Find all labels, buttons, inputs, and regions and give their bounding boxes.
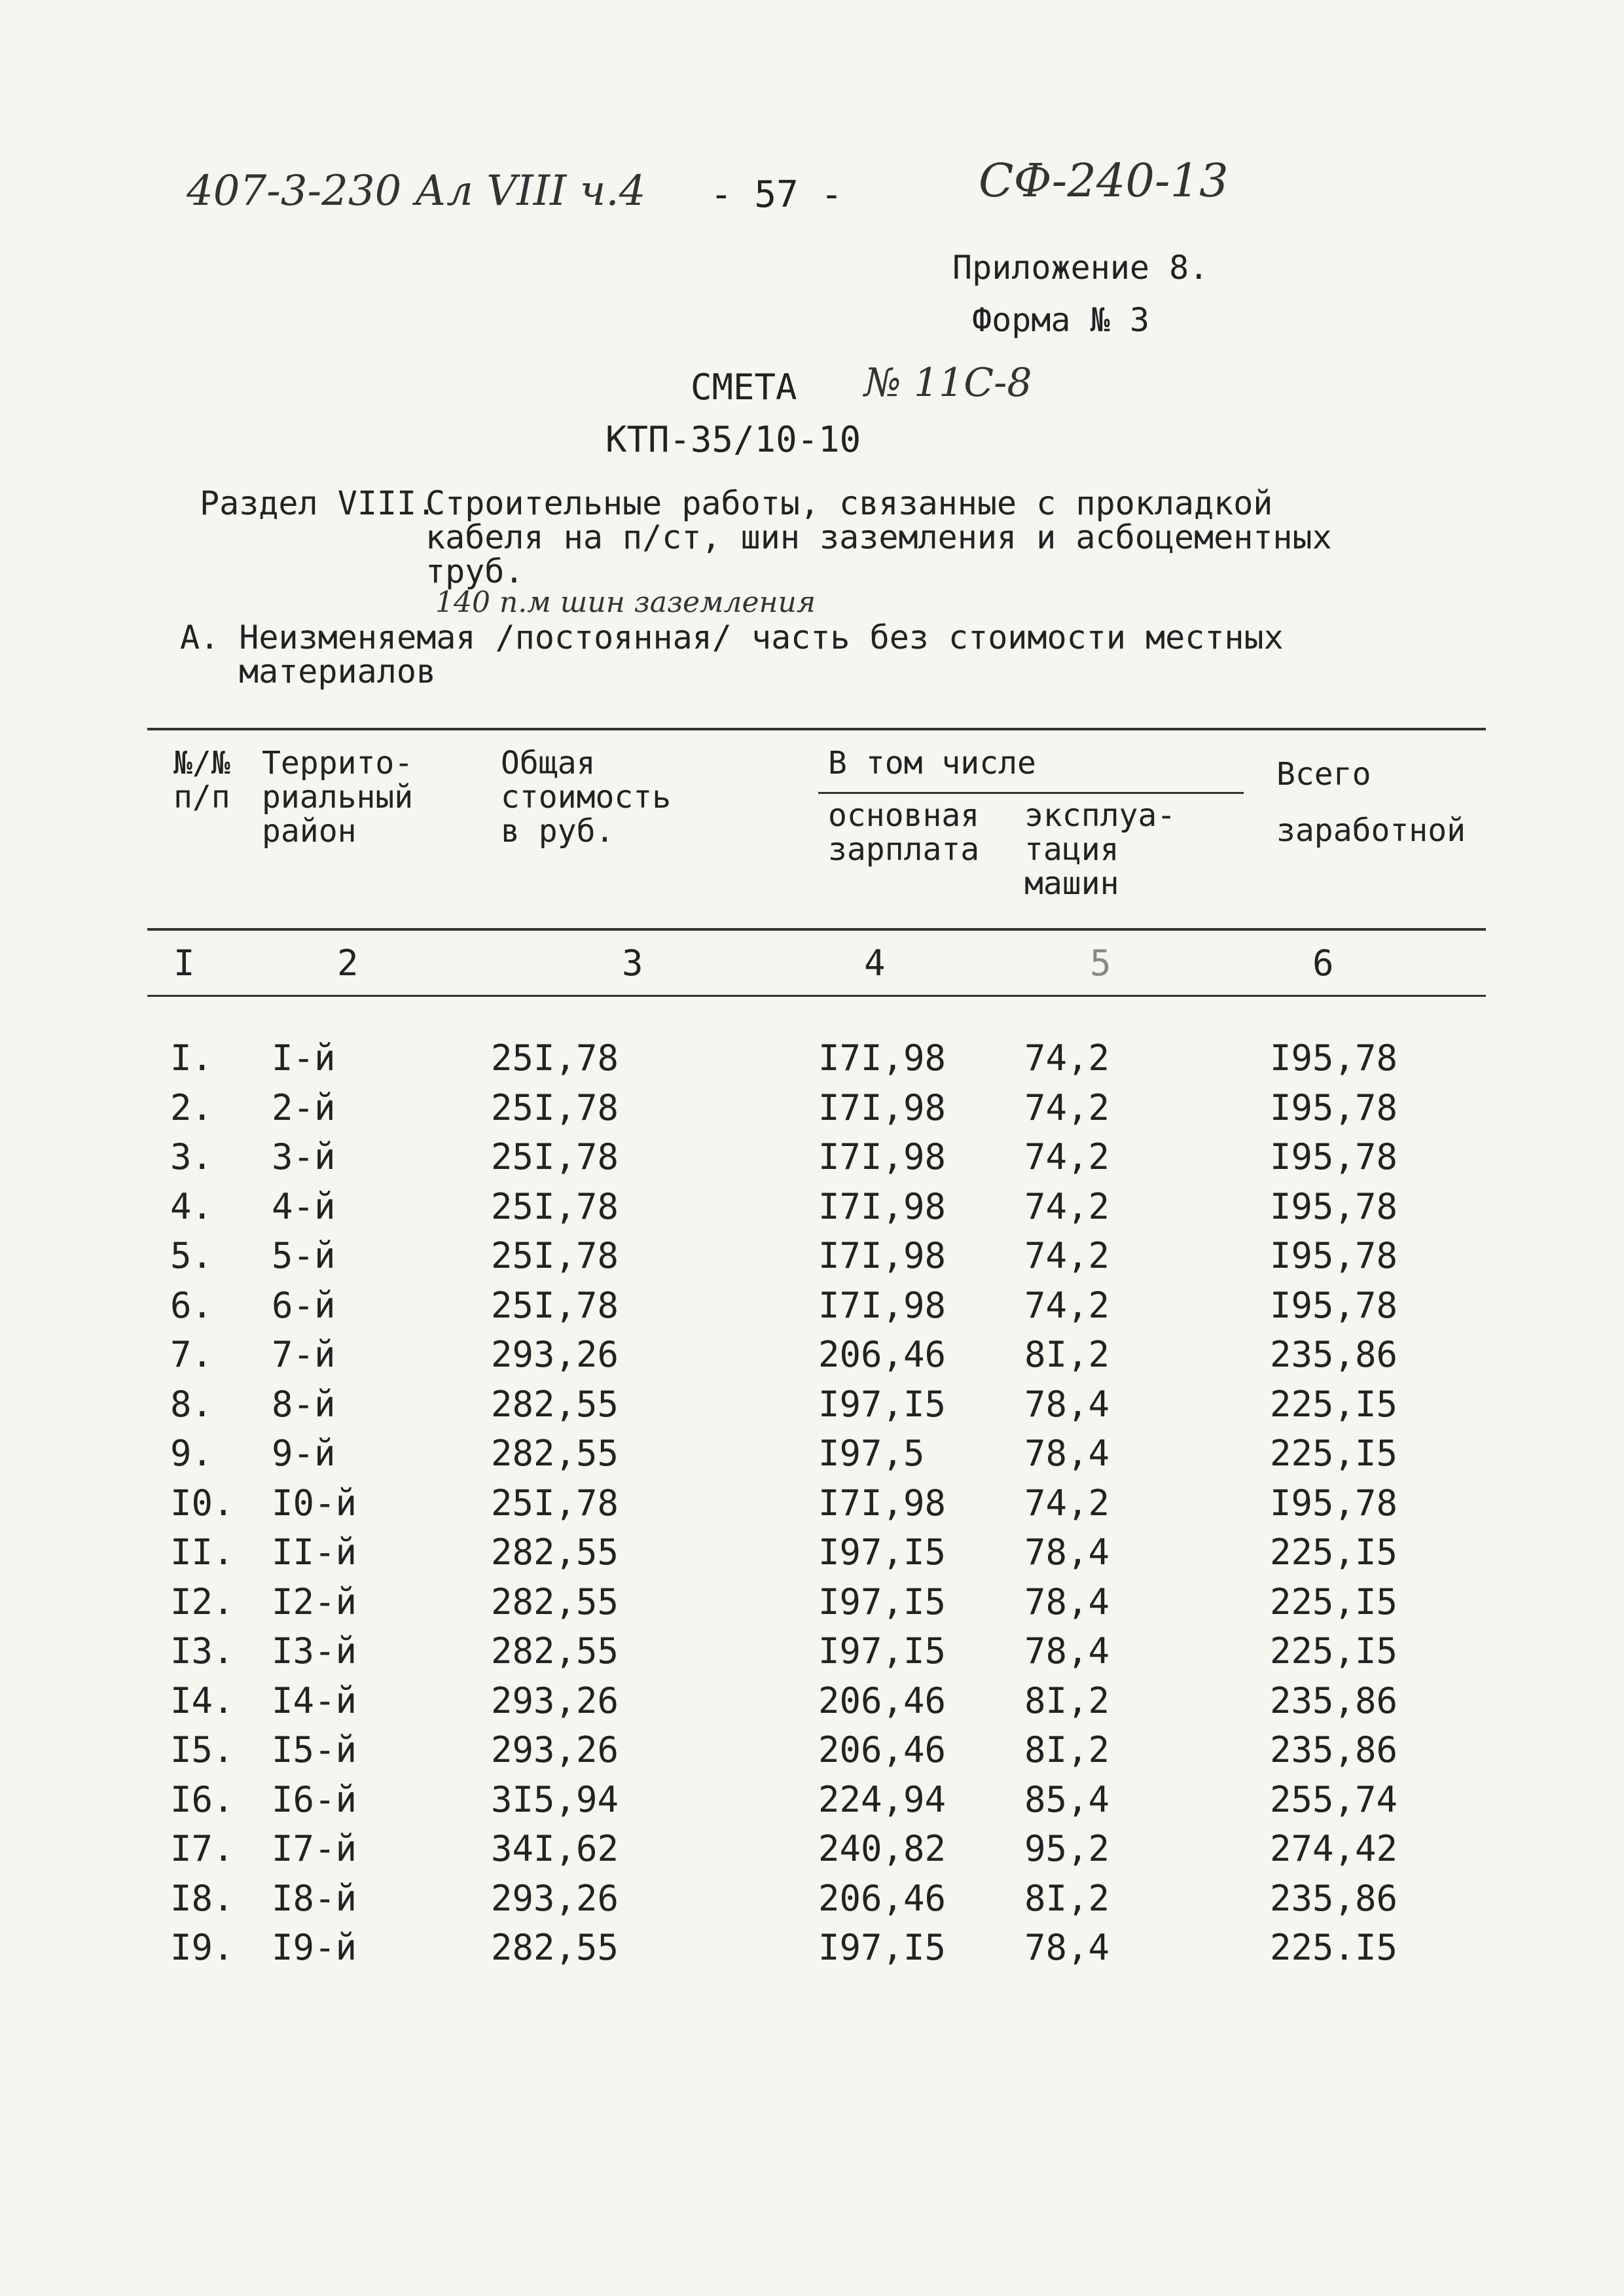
section-line-3: труб. xyxy=(425,552,524,590)
table-row xyxy=(147,1532,1486,1581)
cell-total-cost: 293,26 xyxy=(491,1679,619,1721)
col-number-1: I xyxy=(173,942,195,984)
page-number: - 57 - xyxy=(710,173,843,216)
col-number-3: 3 xyxy=(622,942,643,984)
cell-total-cost: 25I,78 xyxy=(491,1284,619,1326)
table-row xyxy=(147,1235,1486,1285)
cell-total-wage: 235,86 xyxy=(1270,1679,1398,1721)
cell-base-wage: I7I,98 xyxy=(818,1482,947,1524)
cell-machine-exploitation: 74,2 xyxy=(1024,1235,1110,1276)
appendix-label: Приложение 8. xyxy=(952,249,1209,287)
cell-total-wage: I95,78 xyxy=(1270,1136,1398,1177)
cell-base-wage: 206,46 xyxy=(818,1679,947,1721)
cell-total-cost: 282,55 xyxy=(491,1630,619,1672)
cell-total-wage: I95,78 xyxy=(1270,1284,1398,1326)
cell-base-wage: 206,46 xyxy=(818,1334,947,1375)
cell-machine-exploitation: 78,4 xyxy=(1024,1532,1110,1573)
cell-total-cost: 293,26 xyxy=(491,1877,619,1919)
cell-row-number: II. xyxy=(170,1532,234,1573)
cell-machine-exploitation: 74,2 xyxy=(1024,1185,1110,1227)
cell-region: 2-й xyxy=(272,1086,336,1128)
section-line-1: Строительные работы, связанные с прокладкой xyxy=(425,484,1273,522)
cell-region: I6-й xyxy=(272,1778,357,1820)
header-included-rule xyxy=(818,792,1244,794)
cell-base-wage: I7I,98 xyxy=(818,1185,947,1227)
cell-machine-exploitation: 74,2 xyxy=(1024,1037,1110,1079)
table-row xyxy=(147,1482,1486,1532)
cell-base-wage: I7I,98 xyxy=(818,1086,947,1128)
cell-base-wage: 206,46 xyxy=(818,1729,947,1770)
table-row xyxy=(147,1779,1486,1829)
cell-row-number: 3. xyxy=(170,1136,213,1177)
handwritten-note: 140 п.м шин заземления xyxy=(435,586,816,619)
cell-total-cost: 25I,78 xyxy=(491,1185,619,1227)
cell-total-cost: 25I,78 xyxy=(491,1235,619,1276)
table-row xyxy=(147,1630,1486,1680)
cell-total-wage: I95,78 xyxy=(1270,1482,1398,1524)
table-row xyxy=(147,1136,1486,1186)
cell-base-wage: I7I,98 xyxy=(818,1136,947,1177)
cell-machine-exploitation: 8I,2 xyxy=(1024,1877,1110,1919)
cell-total-wage: 274,42 xyxy=(1270,1828,1398,1869)
cell-region: I2-й xyxy=(272,1581,357,1623)
cell-row-number: 4. xyxy=(170,1185,213,1227)
cell-row-number: I6. xyxy=(170,1778,234,1820)
cell-total-cost: 3I5,94 xyxy=(491,1778,619,1820)
cell-total-wage: I95,78 xyxy=(1270,1185,1398,1227)
cell-total-wage: 235,86 xyxy=(1270,1729,1398,1770)
cell-total-wage: 255,74 xyxy=(1270,1778,1398,1820)
cell-machine-exploitation: 78,4 xyxy=(1024,1581,1110,1623)
cell-region: I9-й xyxy=(272,1927,357,1968)
cell-machine-exploitation: 78,4 xyxy=(1024,1383,1110,1425)
header-region: Террито- риальный район xyxy=(262,745,414,850)
cell-region: II-й xyxy=(272,1532,357,1573)
table-row xyxy=(147,1285,1486,1335)
header-bottom-rule xyxy=(147,928,1486,931)
cell-total-wage: 225.I5 xyxy=(1270,1927,1398,1968)
cell-total-cost: 25I,78 xyxy=(491,1037,619,1079)
table-row xyxy=(147,1087,1486,1137)
cell-row-number: I0. xyxy=(170,1482,234,1524)
cell-machine-exploitation: 74,2 xyxy=(1024,1086,1110,1128)
header-num: №/№ п/п xyxy=(173,745,230,816)
section-line-2: кабеля на п/ст, шин заземления и асбоцементных xyxy=(425,518,1332,556)
cell-region: 4-й xyxy=(272,1185,336,1227)
cell-base-wage: 240,82 xyxy=(818,1828,947,1869)
cell-total-wage: 235,86 xyxy=(1270,1334,1398,1375)
cell-row-number: 5. xyxy=(170,1235,213,1276)
cell-base-wage: I97,I5 xyxy=(818,1581,947,1623)
cell-total-cost: 25I,78 xyxy=(491,1482,619,1524)
col-numbers-rule xyxy=(147,995,1486,997)
table-row xyxy=(147,1828,1486,1878)
document-code: 407-3-230 Ал VIII ч.4 xyxy=(187,167,646,215)
part-a-line-1: А. Неизменяемая /постоянная/ часть без стоимости местных xyxy=(180,619,1284,656)
cell-region: I7-й xyxy=(272,1828,357,1869)
cell-total-cost: 282,55 xyxy=(491,1532,619,1573)
cell-total-cost: 25I,78 xyxy=(491,1136,619,1177)
table-row xyxy=(147,1927,1486,1977)
cell-row-number: I. xyxy=(170,1037,213,1079)
cell-region: I3-й xyxy=(272,1630,357,1672)
cell-region: 6-й xyxy=(272,1284,336,1326)
table-row xyxy=(147,1581,1486,1631)
cell-machine-exploitation: 8I,2 xyxy=(1024,1729,1110,1770)
cell-total-wage: 225,I5 xyxy=(1270,1581,1398,1623)
cell-total-wage: I95,78 xyxy=(1270,1037,1398,1079)
cell-total-wage: I95,78 xyxy=(1270,1086,1398,1128)
cell-region: 9-й xyxy=(272,1433,336,1474)
col-number-2: 2 xyxy=(337,942,359,984)
object-title: КТП-35/10-10 xyxy=(605,419,861,460)
cell-total-cost: 293,26 xyxy=(491,1729,619,1770)
cell-total-cost: 293,26 xyxy=(491,1334,619,1375)
cell-machine-exploitation: 74,2 xyxy=(1024,1284,1110,1326)
cell-base-wage: I97,I5 xyxy=(818,1927,947,1968)
form-label: Форма № 3 xyxy=(972,301,1149,339)
table-row xyxy=(147,1729,1486,1779)
header-included: В том числе xyxy=(828,745,1036,781)
estimate-table-body xyxy=(147,1037,1486,1977)
table-row xyxy=(147,1433,1486,1482)
smeta-label: СМЕТА xyxy=(691,367,797,408)
cell-machine-exploitation: 85,4 xyxy=(1024,1778,1110,1820)
cell-total-cost: 282,55 xyxy=(491,1383,619,1425)
cell-row-number: 8. xyxy=(170,1383,213,1425)
cell-row-number: I3. xyxy=(170,1630,234,1672)
smeta-number: № 11С-8 xyxy=(864,360,1032,406)
cell-total-wage: 225,I5 xyxy=(1270,1383,1398,1425)
cell-row-number: I4. xyxy=(170,1679,234,1721)
table-row xyxy=(147,1186,1486,1236)
header-total: Общая стоимость в руб. xyxy=(501,745,672,850)
cell-base-wage: 206,46 xyxy=(818,1877,947,1919)
cell-machine-exploitation: 78,4 xyxy=(1024,1433,1110,1474)
cell-machine-exploitation: 95,2 xyxy=(1024,1828,1110,1869)
cell-base-wage: 224,94 xyxy=(818,1778,947,1820)
cell-machine-exploitation: 74,2 xyxy=(1024,1136,1110,1177)
cell-total-wage: 225,I5 xyxy=(1270,1532,1398,1573)
cell-total-wage: 235,86 xyxy=(1270,1877,1398,1919)
cell-base-wage: I97,5 xyxy=(818,1433,925,1474)
cell-machine-exploitation: 8I,2 xyxy=(1024,1679,1110,1721)
cell-machine-exploitation: 78,4 xyxy=(1024,1927,1110,1968)
cell-machine-exploitation: 74,2 xyxy=(1024,1482,1110,1524)
cell-total-cost: 282,55 xyxy=(491,1433,619,1474)
cell-row-number: I5. xyxy=(170,1729,234,1770)
cell-region: 3-й xyxy=(272,1136,336,1177)
table-top-rule xyxy=(147,728,1486,730)
table-row xyxy=(147,1878,1486,1928)
cell-row-number: I2. xyxy=(170,1581,234,1623)
header-exploitation: эксплуа- тация машин xyxy=(1024,797,1176,902)
cell-base-wage: I7I,98 xyxy=(818,1037,947,1079)
cell-total-cost: 282,55 xyxy=(491,1581,619,1623)
cell-row-number: 7. xyxy=(170,1334,213,1375)
cell-region: 8-й xyxy=(272,1383,336,1425)
cell-row-number: 6. xyxy=(170,1284,213,1326)
cell-total-cost: 25I,78 xyxy=(491,1086,619,1128)
cell-region: 5-й xyxy=(272,1235,336,1276)
cell-row-number: 2. xyxy=(170,1086,213,1128)
cell-region: I8-й xyxy=(272,1877,357,1919)
cell-region: I5-й xyxy=(272,1729,357,1770)
stamp-code: СФ-240-13 xyxy=(979,154,1229,207)
cell-total-wage: I95,78 xyxy=(1270,1235,1398,1276)
cell-base-wage: I97,I5 xyxy=(818,1383,947,1425)
part-a-line-2: материалов xyxy=(239,653,437,691)
cell-base-wage: I7I,98 xyxy=(818,1284,947,1326)
cell-machine-exploitation: 8I,2 xyxy=(1024,1334,1110,1375)
cell-total-wage: 225,I5 xyxy=(1270,1630,1398,1672)
cell-row-number: I9. xyxy=(170,1927,234,1968)
cell-row-number: I7. xyxy=(170,1828,234,1869)
section-label: Раздел VIII. xyxy=(200,484,437,522)
col-number-4: 4 xyxy=(864,942,886,984)
cell-machine-exploitation: 78,4 xyxy=(1024,1630,1110,1672)
cell-row-number: I8. xyxy=(170,1877,234,1919)
col-number-6: 6 xyxy=(1312,942,1334,984)
cell-total-cost: 282,55 xyxy=(491,1927,619,1968)
header-total-wage: Всего заработной xyxy=(1276,756,1466,849)
cell-region: 7-й xyxy=(272,1334,336,1375)
cell-total-wage: 225,I5 xyxy=(1270,1433,1398,1474)
cell-region: I0-й xyxy=(272,1482,357,1524)
cell-base-wage: I97,I5 xyxy=(818,1532,947,1573)
cell-row-number: 9. xyxy=(170,1433,213,1474)
cell-region: I-й xyxy=(272,1037,336,1079)
table-row xyxy=(147,1680,1486,1730)
cell-region: I4-й xyxy=(272,1679,357,1721)
table-row xyxy=(147,1334,1486,1384)
col-number-5: 5 xyxy=(1090,942,1111,984)
cell-total-cost: 34I,62 xyxy=(491,1828,619,1869)
header-base-wage: основная зарплата xyxy=(828,797,980,868)
cell-base-wage: I7I,98 xyxy=(818,1235,947,1276)
table-row xyxy=(147,1384,1486,1433)
cell-base-wage: I97,I5 xyxy=(818,1630,947,1672)
table-row xyxy=(147,1037,1486,1087)
